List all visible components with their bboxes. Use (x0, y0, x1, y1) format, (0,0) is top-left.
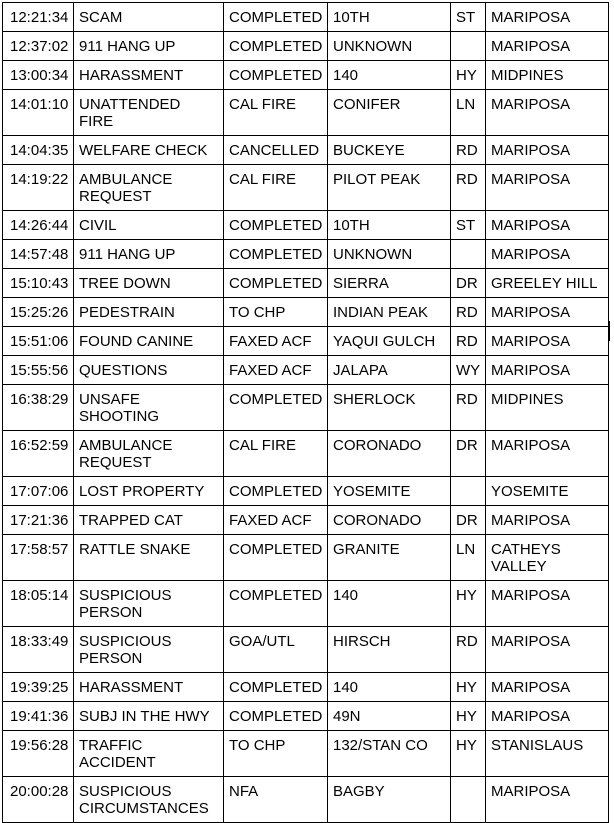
table-row (3, 506, 609, 535)
table-row (3, 32, 609, 61)
city-cell: MARIPOSA (486, 165, 609, 211)
city-cell: MARIPOSA (486, 240, 609, 269)
city-cell: MIDPINES (486, 385, 609, 431)
status-cell: COMPLETED (224, 673, 328, 702)
time-cell: 20:00:28 (3, 777, 74, 823)
call-type-cell: PEDESTRAIN (74, 298, 224, 327)
call-type-cell: TRAFFIC ACCIDENT (74, 731, 224, 777)
city-cell: MARIPOSA (486, 136, 609, 165)
status-cell: CAL FIRE (224, 165, 328, 211)
time-cell: 16:38:29 (3, 385, 74, 431)
street-cell: SHERLOCK (328, 385, 451, 431)
time-cell: 12:37:02 (3, 32, 74, 61)
status-cell: COMPLETED (224, 535, 328, 581)
status-cell: COMPLETED (224, 477, 328, 506)
city-cell: CATHEYS VALLEY (486, 535, 609, 581)
table-row (3, 269, 609, 298)
time-cell: 17:58:57 (3, 535, 74, 581)
status-cell: COMPLETED (224, 385, 328, 431)
call-type-cell: SUBJ IN THE HWY (74, 702, 224, 731)
time-cell: 14:19:22 (3, 165, 74, 211)
call-type-cell: HARASSMENT (74, 673, 224, 702)
time-cell: 18:33:49 (3, 627, 74, 673)
call-type-cell: SCAM (74, 3, 224, 32)
street-suffix-cell: DR (451, 431, 486, 477)
city-cell: MIDPINES (486, 61, 609, 90)
city-cell: MARIPOSA (486, 211, 609, 240)
call-type-cell: QUESTIONS (74, 356, 224, 385)
call-type-cell: SUSPICIOUS CIRCUMSTANCES (74, 777, 224, 823)
street-suffix-cell: LN (451, 535, 486, 581)
city-cell: MARIPOSA (486, 298, 609, 327)
time-cell: 17:07:06 (3, 477, 74, 506)
call-type-cell: UNATTENDED FIRE (74, 90, 224, 136)
table-row (3, 356, 609, 385)
call-type-cell: WELFARE CHECK (74, 136, 224, 165)
time-cell: 19:39:25 (3, 673, 74, 702)
table-row (3, 581, 609, 627)
status-cell: FAXED ACF (224, 506, 328, 535)
street-cell: BUCKEYE (328, 136, 451, 165)
call-log-body (3, 3, 609, 823)
table-row (3, 385, 609, 431)
call-type-cell: HARASSMENT (74, 61, 224, 90)
call-type-cell: FOUND CANINE (74, 327, 224, 356)
street-suffix-cell (451, 477, 486, 506)
table-row (3, 777, 609, 823)
street-suffix-cell: HY (451, 731, 486, 777)
time-cell: 15:25:26 (3, 298, 74, 327)
street-cell: 140 (328, 61, 451, 90)
street-suffix-cell: WY (451, 356, 486, 385)
table-row (3, 211, 609, 240)
street-suffix-cell: LN (451, 90, 486, 136)
street-suffix-cell (451, 777, 486, 823)
street-suffix-cell: HY (451, 702, 486, 731)
call-type-cell: RATTLE SNAKE (74, 535, 224, 581)
street-cell: CONIFER (328, 90, 451, 136)
city-cell: MARIPOSA (486, 673, 609, 702)
call-type-cell: 911 HANG UP (74, 240, 224, 269)
status-cell: FAXED ACF (224, 356, 328, 385)
street-cell: 140 (328, 581, 451, 627)
street-suffix-cell: RD (451, 627, 486, 673)
time-cell: 14:26:44 (3, 211, 74, 240)
status-cell: FAXED ACF (224, 327, 328, 356)
time-cell: 19:56:28 (3, 731, 74, 777)
street-suffix-cell: RD (451, 136, 486, 165)
status-cell: TO CHP (224, 298, 328, 327)
call-type-cell: TREE DOWN (74, 269, 224, 298)
time-cell: 14:01:10 (3, 90, 74, 136)
time-cell: 13:00:34 (3, 61, 74, 90)
street-cell: 10TH (328, 211, 451, 240)
street-suffix-cell: HY (451, 673, 486, 702)
status-cell: CANCELLED (224, 136, 328, 165)
street-cell: BAGBY (328, 777, 451, 823)
time-cell: 12:21:34 (3, 3, 74, 32)
status-cell: COMPLETED (224, 211, 328, 240)
street-suffix-cell: RD (451, 385, 486, 431)
call-type-cell: SUSPICIOUS PERSON (74, 581, 224, 627)
time-cell: 15:55:56 (3, 356, 74, 385)
time-cell: 14:04:35 (3, 136, 74, 165)
time-cell: 15:10:43 (3, 269, 74, 298)
street-suffix-cell: RD (451, 165, 486, 211)
status-cell: COMPLETED (224, 269, 328, 298)
street-cell: 140 (328, 673, 451, 702)
street-cell: CORONADO (328, 431, 451, 477)
street-cell: INDIAN PEAK (328, 298, 451, 327)
street-suffix-cell (451, 240, 486, 269)
call-type-cell: LOST PROPERTY (74, 477, 224, 506)
street-cell: 132/STAN CO (328, 731, 451, 777)
time-cell: 19:41:36 (3, 702, 74, 731)
city-cell: MARIPOSA (486, 431, 609, 477)
street-suffix-cell: RD (451, 327, 486, 356)
time-cell: 15:51:06 (3, 327, 74, 356)
street-suffix-cell: HY (451, 61, 486, 90)
street-cell: GRANITE (328, 535, 451, 581)
table-row (3, 298, 609, 327)
city-cell: MARIPOSA (486, 32, 609, 61)
time-cell: 18:05:14 (3, 581, 74, 627)
street-cell: SIERRA (328, 269, 451, 298)
table-row (3, 3, 609, 32)
street-cell: CORONADO (328, 506, 451, 535)
street-suffix-cell: HY (451, 581, 486, 627)
city-cell: MARIPOSA (486, 3, 609, 32)
time-cell: 17:21:36 (3, 506, 74, 535)
call-type-cell: UNSAFE SHOOTING (74, 385, 224, 431)
call-type-cell: AMBULANCE REQUEST (74, 431, 224, 477)
street-cell: YAQUI GULCH (328, 327, 451, 356)
status-cell: COMPLETED (224, 32, 328, 61)
street-cell: 10TH (328, 3, 451, 32)
street-suffix-cell: DR (451, 269, 486, 298)
table-row (3, 431, 609, 477)
city-cell: MARIPOSA (486, 581, 609, 627)
street-cell: PILOT PEAK (328, 165, 451, 211)
street-suffix-cell: DR (451, 506, 486, 535)
table-row (3, 477, 609, 506)
call-type-cell: CIVIL (74, 211, 224, 240)
table-row (3, 165, 609, 211)
city-cell: MARIPOSA (486, 627, 609, 673)
table-row (3, 61, 609, 90)
call-type-cell: TRAPPED CAT (74, 506, 224, 535)
street-suffix-cell: RD (451, 298, 486, 327)
table-row (3, 627, 609, 673)
street-suffix-cell: ST (451, 3, 486, 32)
status-cell: COMPLETED (224, 581, 328, 627)
city-cell: MARIPOSA (486, 90, 609, 136)
table-row (3, 535, 609, 581)
time-cell: 16:52:59 (3, 431, 74, 477)
status-cell: TO CHP (224, 731, 328, 777)
city-cell: STANISLAUS (486, 731, 609, 777)
status-cell: COMPLETED (224, 61, 328, 90)
table-row (3, 731, 609, 777)
street-cell: YOSEMITE (328, 477, 451, 506)
call-type-cell: SUSPICIOUS PERSON (74, 627, 224, 673)
street-cell: UNKNOWN (328, 240, 451, 269)
call-type-cell: 911 HANG UP (74, 32, 224, 61)
street-cell: JALAPA (328, 356, 451, 385)
status-cell: COMPLETED (224, 3, 328, 32)
street-cell: HIRSCH (328, 627, 451, 673)
city-cell: MARIPOSA (486, 777, 609, 823)
table-row (3, 90, 609, 136)
table-row (3, 673, 609, 702)
status-cell: CAL FIRE (224, 431, 328, 477)
street-cell: UNKNOWN (328, 32, 451, 61)
table-row (3, 136, 609, 165)
street-suffix-cell (451, 32, 486, 61)
city-cell: MARIPOSA (486, 327, 609, 356)
page-edge-mark (609, 321, 610, 341)
street-cell: 49N (328, 702, 451, 731)
street-suffix-cell: ST (451, 211, 486, 240)
call-type-cell: AMBULANCE REQUEST (74, 165, 224, 211)
table-row (3, 327, 609, 356)
status-cell: NFA (224, 777, 328, 823)
city-cell: GREELEY HILL (486, 269, 609, 298)
city-cell: YOSEMITE (486, 477, 609, 506)
time-cell: 14:57:48 (3, 240, 74, 269)
table-row (3, 240, 609, 269)
table-row (3, 702, 609, 731)
city-cell: MARIPOSA (486, 702, 609, 731)
status-cell: COMPLETED (224, 240, 328, 269)
call-log-table (2, 2, 609, 823)
status-cell: CAL FIRE (224, 90, 328, 136)
status-cell: COMPLETED (224, 702, 328, 731)
city-cell: MARIPOSA (486, 506, 609, 535)
city-cell: MARIPOSA (486, 356, 609, 385)
status-cell: GOA/UTL (224, 627, 328, 673)
